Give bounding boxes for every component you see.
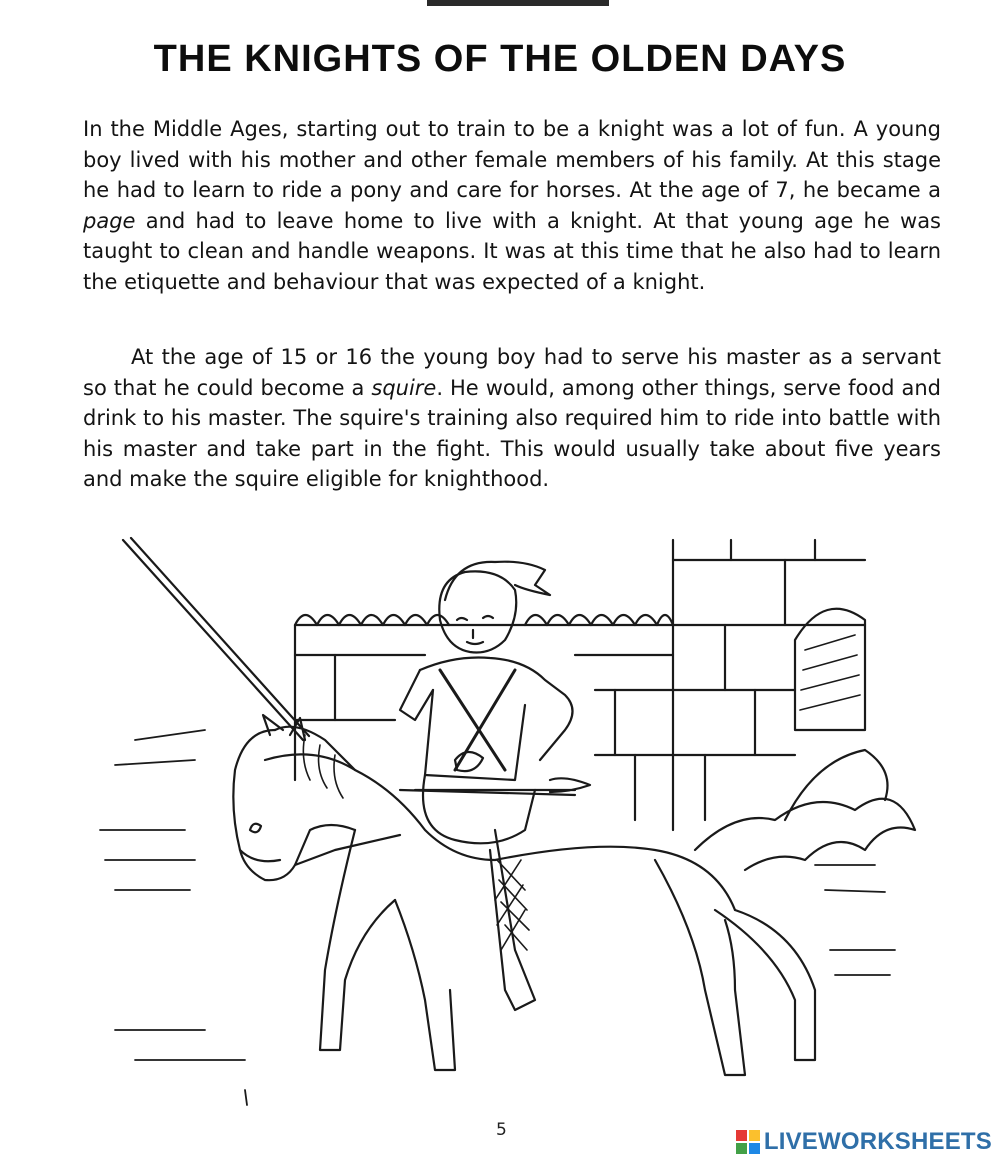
squire-rider: [400, 562, 590, 1010]
brand-name: LIVEWORKSHEETS: [763, 1128, 992, 1155]
paragraph-squire-training: [83, 342, 941, 495]
term-squire: squire: [371, 375, 437, 400]
castle-tower: [673, 540, 865, 830]
liveworksheets-logo-icon: [736, 1130, 760, 1154]
paragraph-1-text-b: and had to leave home to live with a knight. At that young age he was taught to clean and handle weapons. It was at this time that he also had to learn the etiquette and behaviour that was expected of a knight.: [83, 208, 941, 294]
lance: [123, 538, 309, 740]
squire-on-horse-illustration: [95, 530, 955, 1110]
paragraph-page-training: [83, 114, 941, 298]
paragraph-2-text-b: . He would, among other things, serve food and drink to his master. The squire's training also required him to ride into battle with his master and take part in the fight. This would usually take about five years and make the squire eligible for knighthood.: [83, 375, 941, 492]
paragraph-1-text-a: In the Middle Ages, starting out to train to be a knight was a lot of fun. A young boy lived with his mother and other female members of his family. At this stage he had to learn to ride a pony and care for horses. At the age of 7, he became a: [83, 117, 941, 203]
top-divider-bar: [427, 0, 609, 6]
horse: [233, 715, 915, 1075]
paragraph-2-text-a: At the age of 15 or 16 the young boy had to serve his master as a servant so that he could become a: [83, 345, 941, 400]
page-title: THE KNIGHTS OF THE OLDEN DAYS: [153, 38, 847, 80]
term-page: page: [83, 208, 136, 233]
page-number: 5: [496, 1120, 507, 1140]
brand-watermark[interactable]: [736, 1126, 992, 1158]
